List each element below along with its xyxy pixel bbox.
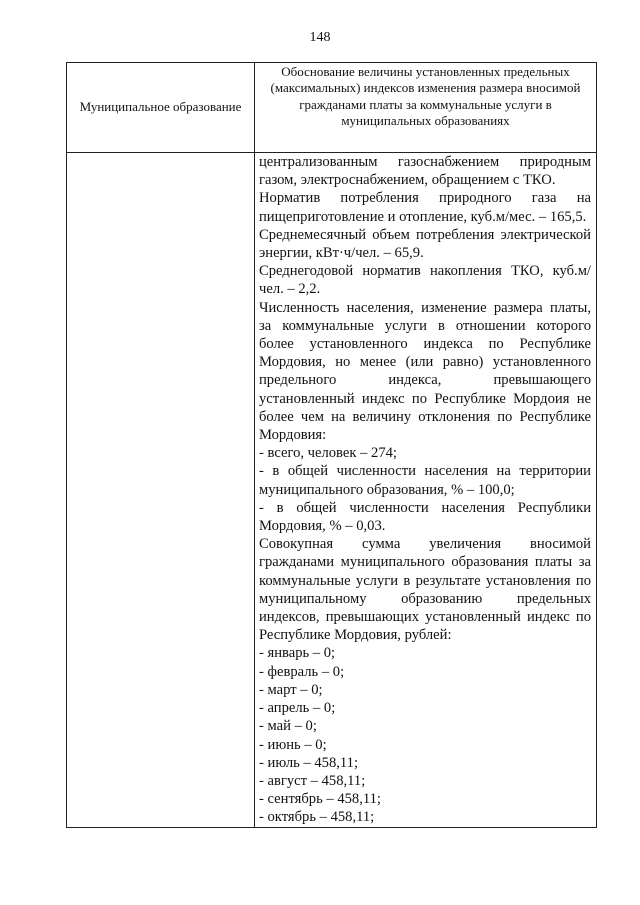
paragraph: - в общей численности населения Республики Мордовия, % – 0,03. (259, 499, 591, 535)
paragraph: Среднегодовой норматив накопления ТКО, куб.м/чел. – 2,2. (259, 263, 591, 298)
justification-table (66, 62, 597, 828)
paragraph: Норматив потребления природного газа на пищеприготовление и отопление, куб.м/мес. – 165,5. (259, 190, 591, 225)
paragraph: - сентябрь – 458,11; (259, 791, 381, 808)
header-justification: Обоснование величины установленных предельных (максимальных) индексов изменения размера вносимой гражданами платы за коммунальные услуги в муниципальных образованиях (255, 63, 597, 153)
paragraph: - в общей численности населения на территории муниципального образования, % – 100,0; (259, 463, 591, 498)
page-number: 148 (309, 30, 331, 45)
table-header-row (67, 63, 597, 153)
paragraph: - апрель – 0; (259, 700, 336, 717)
paragraph: Численность населения, изменение размера платы, за коммунальные услуги в отношении которого более установленного индекса по Республике Мордовия, но менее (или равно) установленного предельного индекса, превышающего установленный индекс по Республике Мордоия не более чем на величину отклонения по Республике Мордовия: (259, 299, 591, 444)
paragraph: Среднемесячный объем потребления электрической энергии, кВт·ч/чел. – 65,9. (259, 226, 591, 262)
paragraph: централизованным газоснабжением природным газом, электроснабжением, обращением с ТКО. (259, 154, 591, 189)
paragraph: - август – 458,11; (259, 772, 366, 789)
paragraph: - январь – 0; (259, 645, 336, 662)
paragraph: - всего, человек – 274; (259, 445, 397, 462)
paragraph: - февраль – 0; (259, 663, 345, 680)
justification-cell (255, 153, 597, 828)
paragraph: - октябрь – 458,11; (259, 809, 375, 826)
paragraph: - март – 0; (259, 681, 323, 698)
paragraph: - июнь – 0; (259, 736, 327, 753)
justification-text (255, 153, 596, 827)
paragraph: - май – 0; (259, 718, 317, 735)
table-row (67, 153, 597, 828)
municipality-cell (67, 153, 255, 828)
paragraph: Совокупная сумма увеличения вносимой гражданами муниципального образования платы за коммунальные услуги в результате установления по муниципальному образованию предельных индексов, превышающих установленный индекс по Республике Мордовия, рублей: (259, 536, 591, 644)
paragraph: - июль – 458,11; (259, 754, 359, 771)
header-municipality: Муниципальное образование (67, 63, 255, 153)
